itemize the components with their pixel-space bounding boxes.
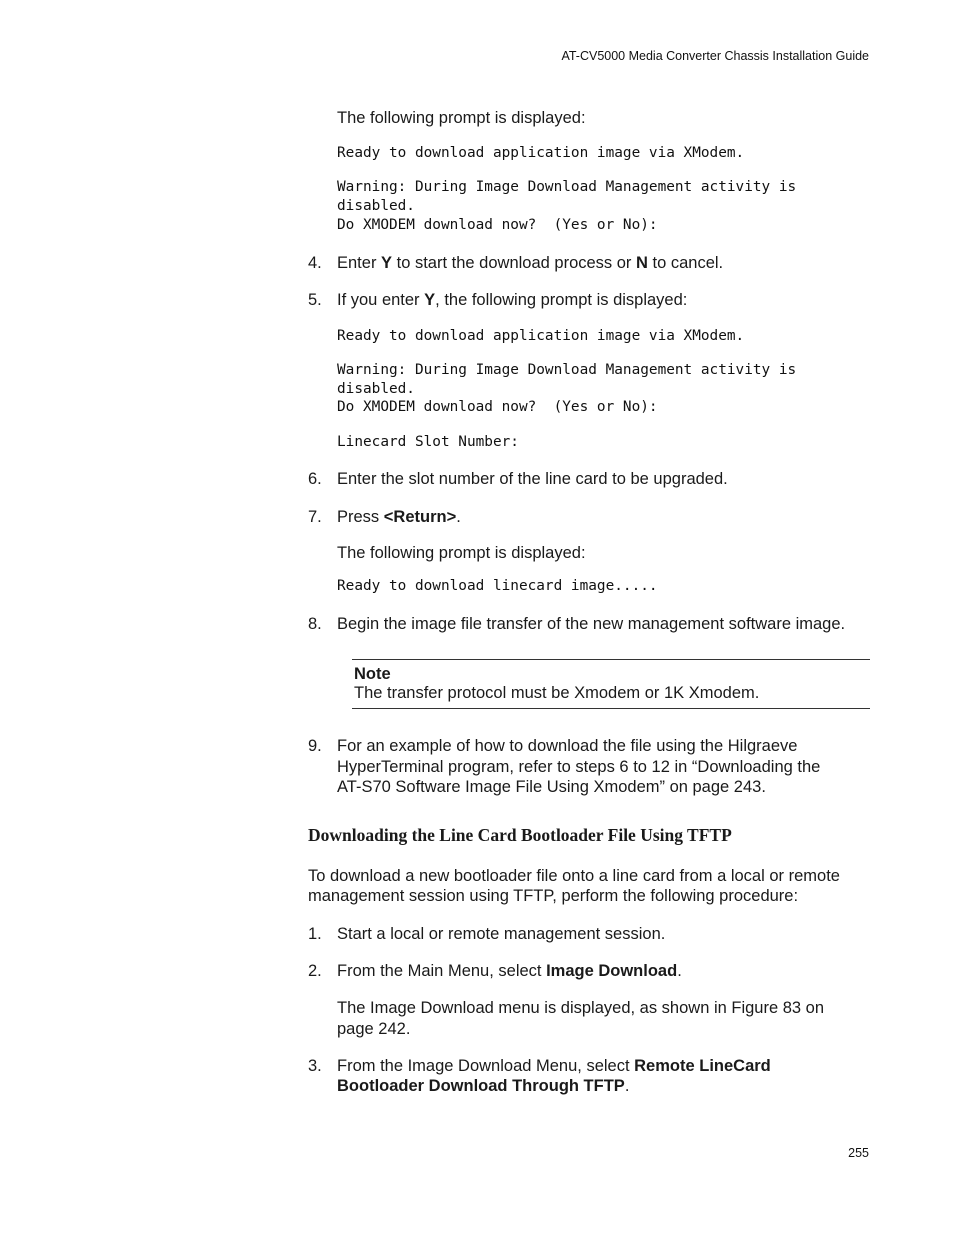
section-heading: Downloading the Line Card Bootloader File Using TFTP xyxy=(308,825,732,845)
step-7-text: Press <Return>. xyxy=(337,508,461,526)
step-number: 4. xyxy=(308,254,322,272)
intro-line: To download a new bootloader file onto a line card from a local or remote xyxy=(308,867,840,885)
step-3-line2: Bootloader Download Through TFTP. xyxy=(337,1077,630,1095)
step-number: 2. xyxy=(308,962,322,980)
step-9-line: For an example of how to download the file using the Hilgraeve xyxy=(337,737,798,755)
step-5-text: If you enter Y, the following prompt is displayed: xyxy=(337,291,688,309)
step-9-line: AT-S70 Software Image File Using Xmodem” on page 243. xyxy=(337,778,766,796)
code-line: Linecard Slot Number: xyxy=(337,434,519,450)
step-8-text: Begin the image file transfer of the new management software image. xyxy=(337,615,846,633)
intro-line: management session using TFTP, perform the following procedure: xyxy=(308,887,799,905)
code-line: Warning: During Image Download Management activity is xyxy=(337,362,797,378)
code-line: Ready to download linecard image..... xyxy=(337,578,658,594)
code-line: Do XMODEM download now? (Yes or No): xyxy=(337,399,658,415)
step-4-text: Enter Y to start the download process or N to cancel. xyxy=(337,254,724,272)
note-box xyxy=(352,659,870,709)
note-text: The transfer protocol must be Xmodem or 1K Xmodem. xyxy=(354,684,760,702)
code-line: Warning: During Image Download Management activity is xyxy=(337,179,797,195)
step-number: 7. xyxy=(308,508,322,526)
step-6-text: Enter the slot number of the line card to be upgraded. xyxy=(337,470,728,488)
step-number: 1. xyxy=(308,925,322,943)
prompt-intro: The following prompt is displayed: xyxy=(337,544,586,562)
step-9-line: HyperTerminal program, refer to steps 6 to 12 in “Downloading the xyxy=(337,758,821,776)
code-line: disabled. xyxy=(337,198,415,214)
code-line: disabled. xyxy=(337,381,415,397)
code-line: Ready to download application image via XModem. xyxy=(337,145,745,161)
step-1-text: Start a local or remote management session. xyxy=(337,925,666,943)
prompt-intro: The following prompt is displayed: xyxy=(337,109,586,127)
running-header: AT-CV5000 Media Converter Chassis Installation Guide xyxy=(561,49,869,63)
step-number: 9. xyxy=(308,737,322,755)
step-number: 3. xyxy=(308,1057,322,1075)
step-number: 8. xyxy=(308,615,322,633)
step-2-follow-line: page 242. xyxy=(337,1020,411,1038)
step-2-follow-line: The Image Download menu is displayed, as shown in Figure 83 on xyxy=(337,999,825,1017)
step-3-line1: From the Image Download Menu, select Remote LineCard xyxy=(337,1057,771,1075)
step-2-text: From the Main Menu, select Image Download. xyxy=(337,962,682,980)
code-line: Ready to download application image via XModem. xyxy=(337,328,745,344)
page-number: 255 xyxy=(848,1146,869,1160)
note-title: Note xyxy=(354,665,391,683)
code-line: Do XMODEM download now? (Yes or No): xyxy=(337,217,658,233)
step-number: 5. xyxy=(308,291,322,309)
step-number: 6. xyxy=(308,470,322,488)
